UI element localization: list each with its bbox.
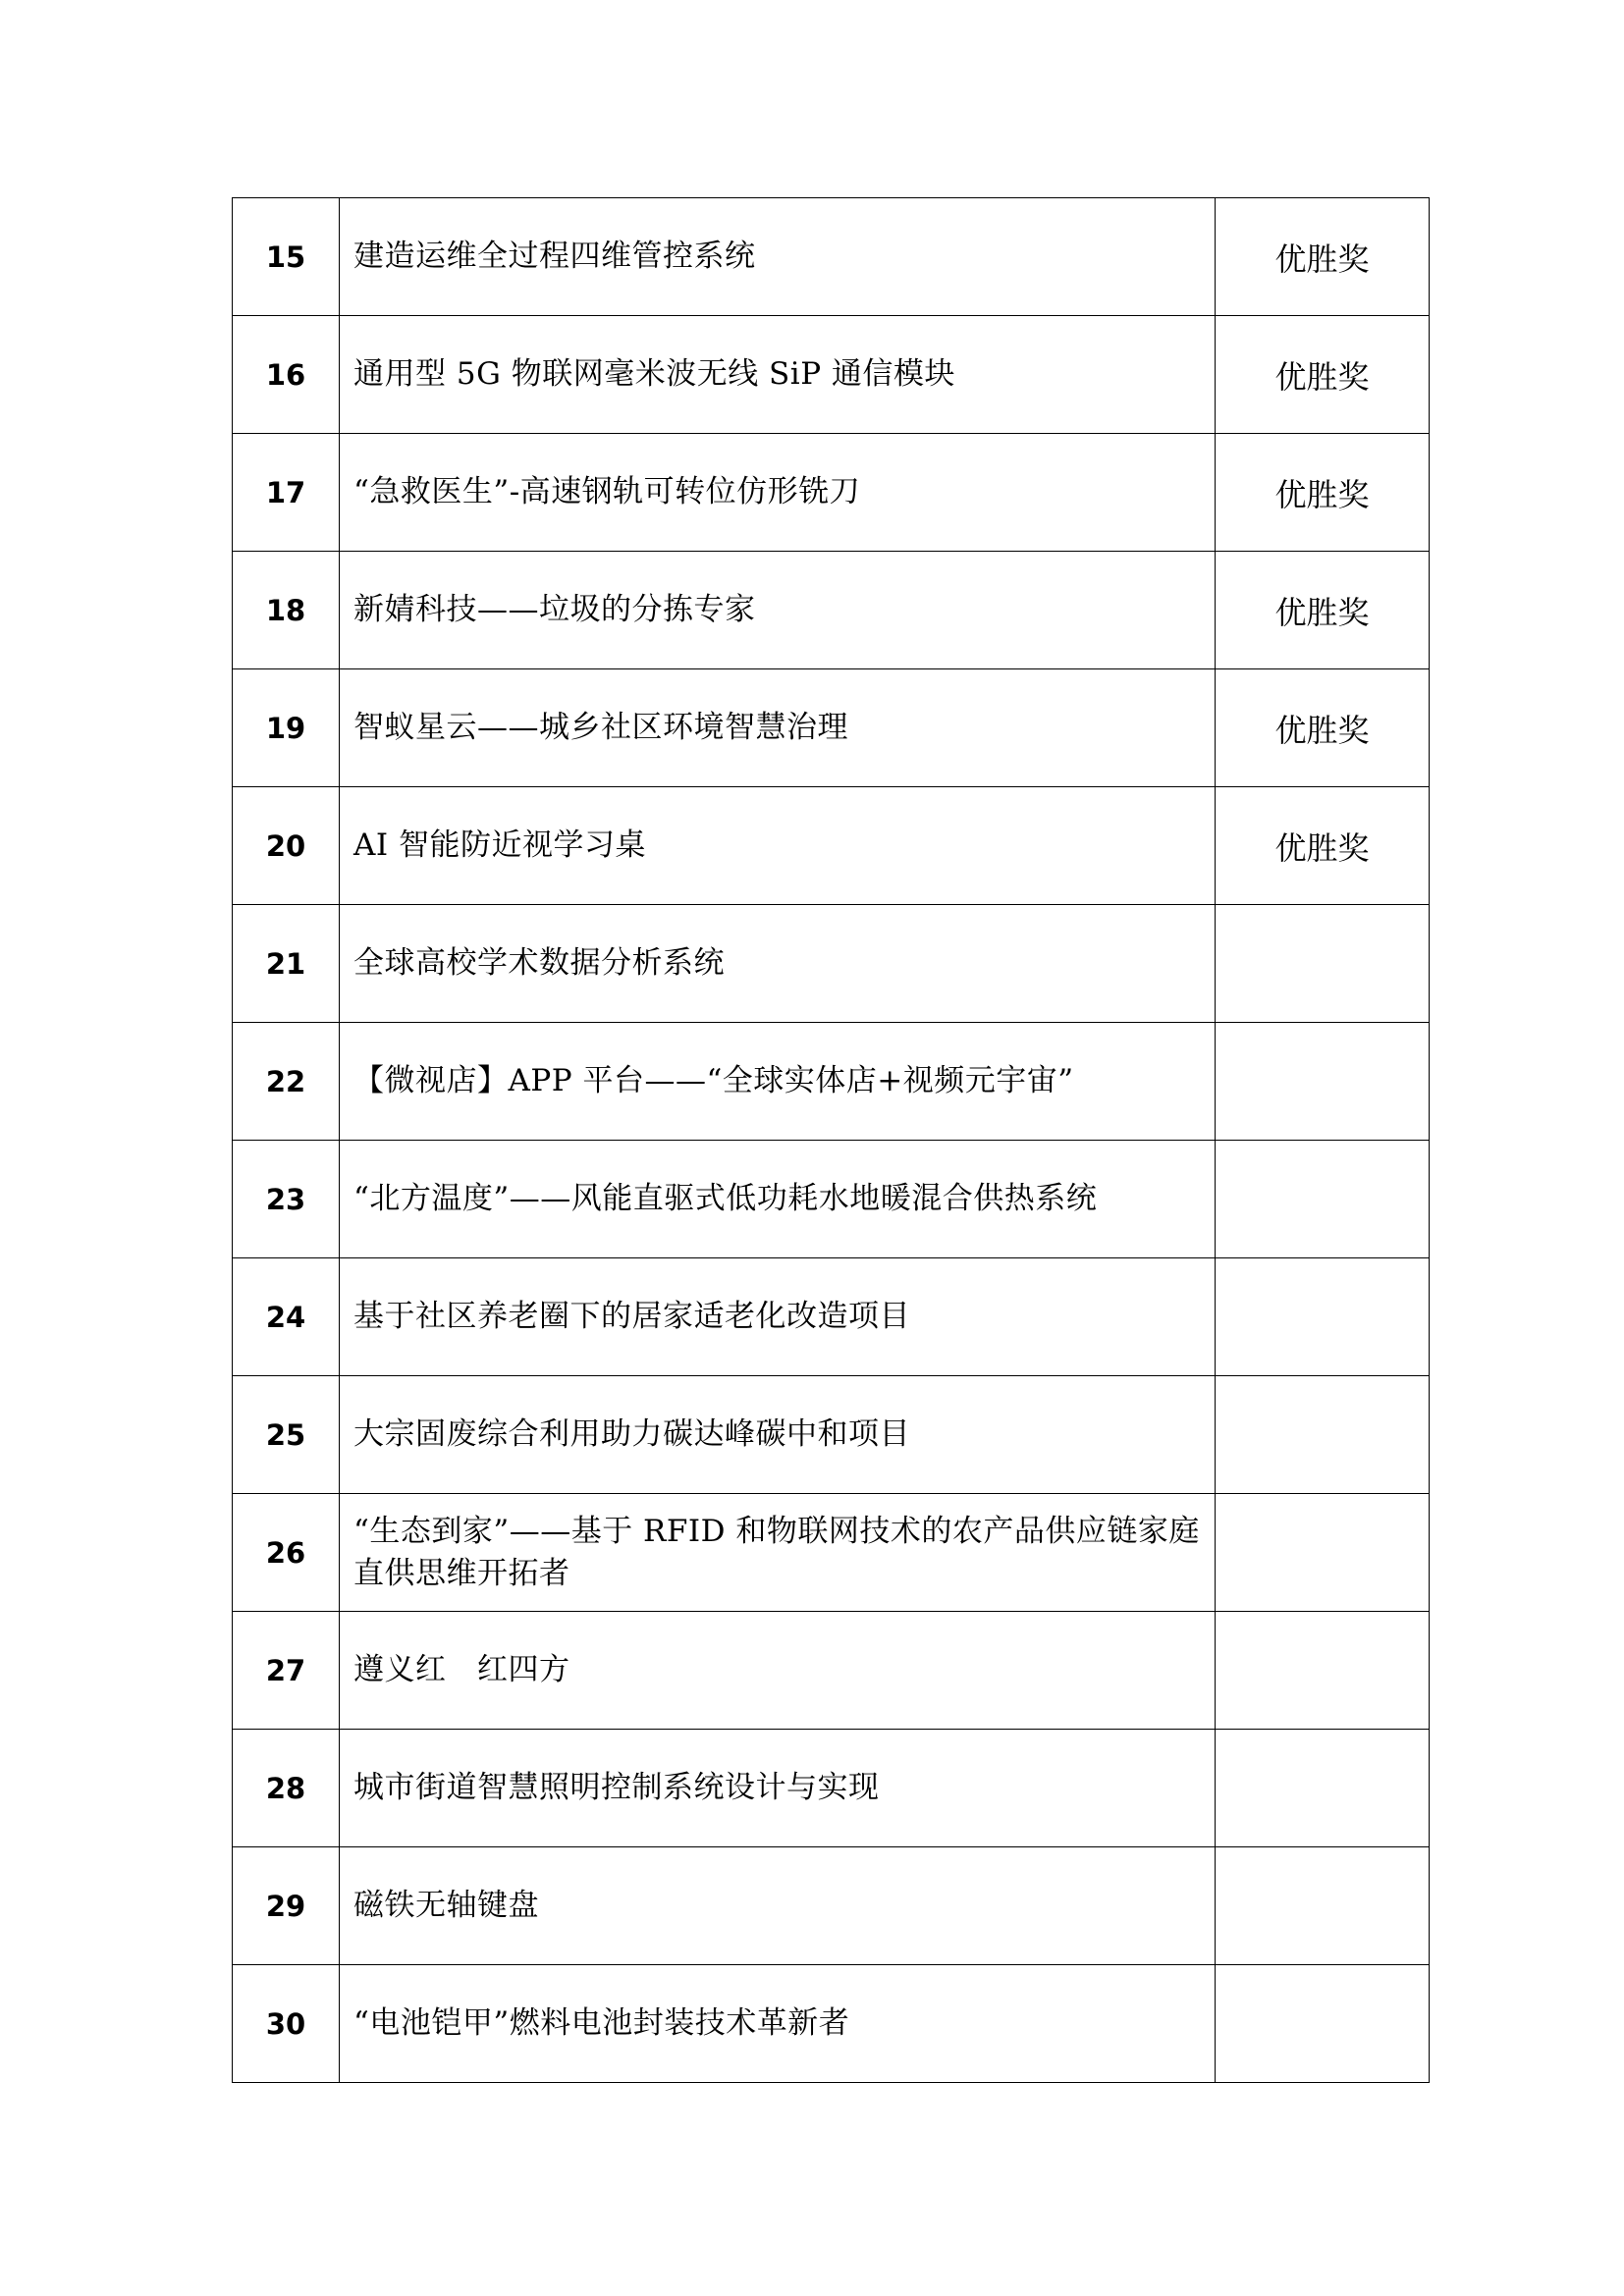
project-name: 遵义红 红四方: [340, 1612, 1216, 1730]
row-number: 29: [233, 1847, 340, 1965]
table-row: [233, 316, 1430, 434]
table-row: [233, 198, 1430, 316]
row-number: 26: [233, 1494, 340, 1612]
row-number: 16: [233, 316, 340, 434]
project-name: AI 智能防近视学习桌: [340, 787, 1216, 905]
project-name: “北方温度”——风能直驱式低功耗水地暖混合供热系统: [340, 1141, 1216, 1258]
project-name: 新婧科技——垃圾的分拣专家: [340, 552, 1216, 669]
award-level: 优胜奖: [1216, 552, 1430, 669]
award-level: [1216, 1023, 1430, 1141]
table-row: [233, 1965, 1430, 2083]
row-number: 30: [233, 1965, 340, 2083]
table-row: [233, 1376, 1430, 1494]
table-row: [233, 552, 1430, 669]
table-row: [233, 1141, 1430, 1258]
award-level: [1216, 1258, 1430, 1376]
table-row: [233, 1730, 1430, 1847]
row-number: 28: [233, 1730, 340, 1847]
table-row: [233, 669, 1430, 787]
project-name: 通用型 5G 物联网毫米波无线 SiP 通信模块: [340, 316, 1216, 434]
row-number: 22: [233, 1023, 340, 1141]
award-level: [1216, 1965, 1430, 2083]
row-number: 17: [233, 434, 340, 552]
award-level: 优胜奖: [1216, 316, 1430, 434]
project-name: 全球高校学术数据分析系统: [340, 905, 1216, 1023]
project-name: 大宗固废综合利用助力碳达峰碳中和项目: [340, 1376, 1216, 1494]
award-level: 优胜奖: [1216, 198, 1430, 316]
row-number: 23: [233, 1141, 340, 1258]
table-row: [233, 787, 1430, 905]
table-row: [233, 1023, 1430, 1141]
row-number: 20: [233, 787, 340, 905]
table-row: [233, 905, 1430, 1023]
row-number: 18: [233, 552, 340, 669]
project-name: 智蚁星云——城乡社区环境智慧治理: [340, 669, 1216, 787]
project-name: “电池铠甲”燃料电池封装技术革新者: [340, 1965, 1216, 2083]
project-name: “急救医生”-高速钢轨可转位仿形铣刀: [340, 434, 1216, 552]
award-level: [1216, 1847, 1430, 1965]
project-name: 磁铁无轴键盘: [340, 1847, 1216, 1965]
table-row: [233, 1494, 1430, 1612]
row-number: 21: [233, 905, 340, 1023]
table-row: [233, 1258, 1430, 1376]
row-number: 19: [233, 669, 340, 787]
award-level: [1216, 1730, 1430, 1847]
award-level: [1216, 1612, 1430, 1730]
award-level: [1216, 1494, 1430, 1612]
project-name: 基于社区养老圈下的居家适老化改造项目: [340, 1258, 1216, 1376]
row-number: 27: [233, 1612, 340, 1730]
award-table: [232, 197, 1430, 2083]
award-level: [1216, 1376, 1430, 1494]
award-table-body: [233, 198, 1430, 2083]
project-name: “生态到家”——基于 RFID 和物联网技术的农产品供应链家庭直供思维开拓者: [340, 1494, 1216, 1612]
award-level: 优胜奖: [1216, 669, 1430, 787]
project-name: 【微视店】APP 平台——“全球实体店+视频元宇宙”: [340, 1023, 1216, 1141]
award-level: 优胜奖: [1216, 434, 1430, 552]
row-number: 25: [233, 1376, 340, 1494]
award-level: 优胜奖: [1216, 787, 1430, 905]
row-number: 24: [233, 1258, 340, 1376]
table-row: [233, 1847, 1430, 1965]
table-row: [233, 1612, 1430, 1730]
award-level: [1216, 905, 1430, 1023]
project-name: 建造运维全过程四维管控系统: [340, 198, 1216, 316]
row-number: 15: [233, 198, 340, 316]
award-level: [1216, 1141, 1430, 1258]
project-name: 城市街道智慧照明控制系统设计与实现: [340, 1730, 1216, 1847]
table-row: [233, 434, 1430, 552]
